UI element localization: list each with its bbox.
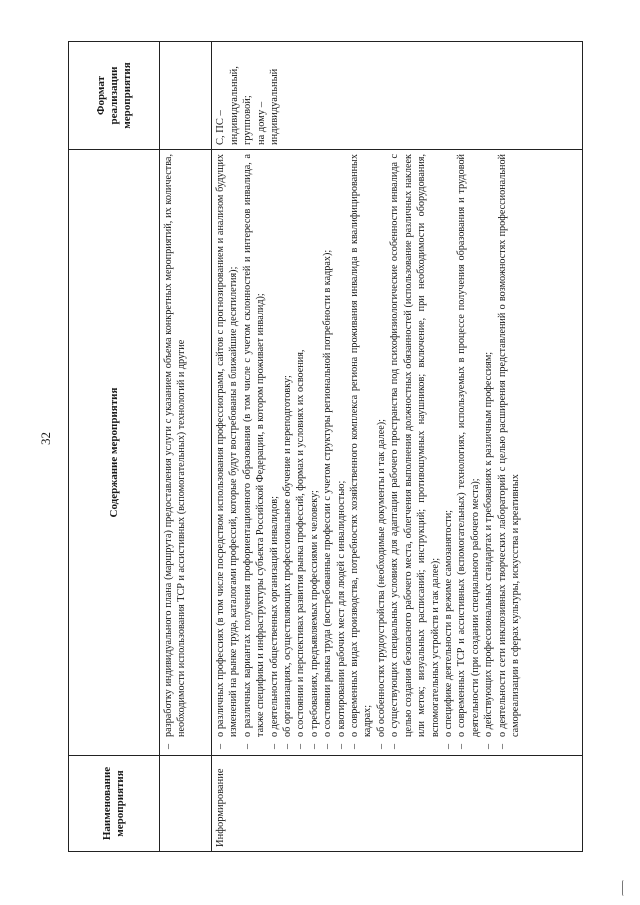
- list-item-mark: –: [496, 743, 508, 749]
- header-content: Содержание мероприятия: [69, 150, 160, 756]
- list-item-text: о состоянии и перспективах развития рынка профессий, формах и условиях их освоения,: [295, 349, 307, 737]
- list-item-mark: –: [375, 743, 387, 749]
- list-item: [388, 154, 442, 751]
- list-item-mark: –: [241, 743, 253, 749]
- list-item-text: о существующих специальных условиях для адаптации рабочего пространства под психофизиологические особенности инвалида с целью создания безопасного рабочего места, облегчения выполнения должностных обязанностей (использование различных наклеек или меток; визуальных расписаний; инструкций; противошумных наушников; включение, при необходимости оборудования, вспомогательных устройств и так далее);: [389, 154, 441, 737]
- list-item: [321, 154, 334, 751]
- list-item-mark: –: [389, 743, 401, 749]
- list-item-text: об особенностях трудоустройства (необходимые документы и так далее);: [375, 419, 387, 737]
- table-row: [212, 42, 583, 852]
- format-line: индивидуальный,: [228, 66, 240, 145]
- prev-row-name: [160, 756, 212, 852]
- row-format: [212, 42, 583, 150]
- prev-row-format: [160, 42, 212, 150]
- list-item-mark: –: [282, 743, 294, 749]
- header-format: Формат реализации мероприятия: [69, 42, 160, 150]
- format-line: индивидуальный: [269, 68, 280, 145]
- list-item-text: разработку индивидуального плана (маршрута) предоставления услуги с указанием объема конкретных мероприятий, их количества, необходимости использования ТСР и ассистивных (вспомогательных) технологий и другие: [163, 154, 188, 737]
- list-item: [281, 154, 294, 751]
- measures-table: [68, 41, 583, 852]
- list-item-mark: –: [483, 743, 495, 749]
- list-item: – разработку индивидуального плана (маршрута) предоставления услуги с указанием объема конкретных мероприятий, их количества, необходимости использования ТСР и ассистивных (вспомогательных) технологий и другие: [163, 154, 188, 749]
- list-item-mark: –: [308, 743, 320, 749]
- list-item: [375, 154, 388, 751]
- list-item: [214, 154, 241, 751]
- table-header-row: [69, 42, 160, 852]
- format-line: С, ПС –: [215, 110, 226, 145]
- list-item: [294, 154, 307, 751]
- list-item-mark: –: [215, 743, 226, 749]
- list-item-text: о действующих профессиональных стандартах и требованиях к различным профессиям;: [483, 351, 495, 737]
- list-item: [455, 154, 482, 751]
- list-item: [442, 154, 455, 751]
- list-item-text: о требованиях, предъявляемых профессиями к человеку;: [308, 490, 320, 737]
- list-item-text: о квотировании рабочих мест для людей с инвалидностью;: [335, 480, 347, 737]
- prev-row-content: [160, 150, 212, 756]
- list-item: [335, 154, 348, 751]
- rotated-page: [68, 42, 583, 852]
- list-item-text: о различных профессиях (в том числе посредством использования профессиограмм, сайтов с прогнозированием и анализом будущих изменений на рынке труда, каталогами профессий, которые будут востребованы в ближайшие десятилетия);: [215, 154, 240, 737]
- format-line: групповой;: [242, 95, 253, 145]
- list-item-mark: –: [442, 743, 454, 749]
- table-row: [160, 42, 212, 852]
- scan-mark: [622, 880, 627, 896]
- list-item-text: об организациях, осуществляющих профессиональное обучение и переподготовку;: [282, 375, 294, 737]
- page-number: 32: [38, 432, 53, 445]
- list-item-text: о специфике деятельности в режиме самозанятости;: [442, 509, 454, 737]
- list-item-text: о современных ТСР и ассистивных (вспомогательных) технологиях, используемых в процессе получения образования и трудовой деятельности (при создании специального рабочего места);: [456, 154, 481, 737]
- list-item-text: о деятельности общественных организаций инвалидов;: [268, 496, 280, 737]
- list-item-text: о различных вариантах получения профориентационного образования (в том числе с учетом склонностей и интересов инвалида, а также специфики и инфраструктуры субъекта Российской Федерации, в котором проживает инвалид);: [241, 154, 267, 737]
- list-item: [241, 154, 268, 751]
- list-item-mark: –: [335, 743, 347, 749]
- items-list: [214, 154, 522, 751]
- list-item-text: о современных видах производства, потребностях хозяйственного комплекса региона проживания инвалида в квалифицированных кадрах;: [349, 154, 374, 737]
- row-content: [212, 150, 583, 756]
- list-item: [482, 154, 495, 751]
- list-item: [348, 154, 375, 751]
- list-item: [308, 154, 321, 751]
- list-item: [496, 154, 523, 751]
- header-name: Наименование мероприятия: [69, 756, 160, 852]
- list-item-mark: –: [322, 743, 334, 749]
- list-item-mark: –: [268, 743, 280, 749]
- list-item-text: о состоянии рынка труда (востребованные профессии с учетом структуры региональной потребности в кадрах);: [322, 249, 334, 737]
- list-item: [268, 154, 281, 751]
- list-item-text: о деятельности сети инклюзивных творческих лабораторий с целью расширения представлений о возможностях профессиональной самореализации в сферах культуры, искусства и креативных: [496, 154, 521, 737]
- list-item-mark: –: [456, 743, 468, 749]
- list-item-mark: –: [349, 743, 361, 749]
- list-item-mark: –: [295, 743, 307, 749]
- format-line: на дому –: [255, 101, 267, 145]
- row-name: Информирование: [212, 756, 583, 852]
